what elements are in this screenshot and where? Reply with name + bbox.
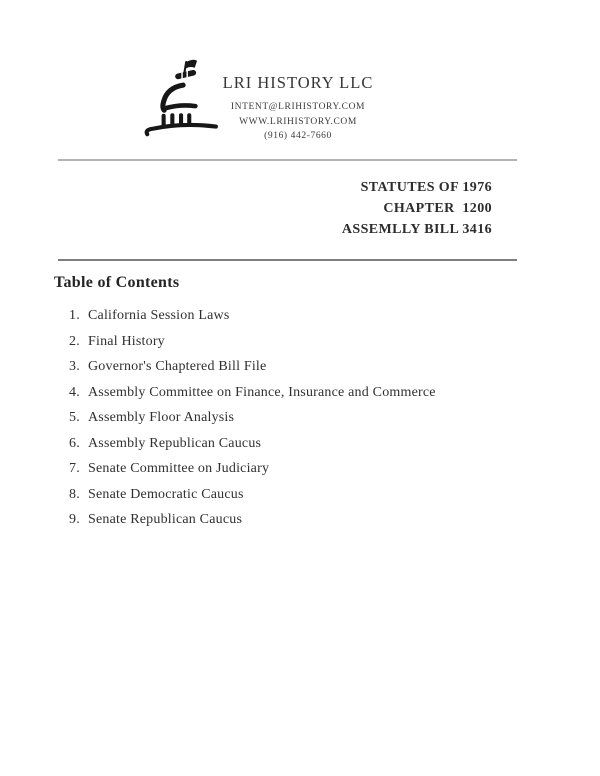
toc-item (69, 360, 436, 375)
toc-item-number: 4. (69, 384, 80, 400)
divider-top (58, 159, 517, 161)
toc-item-number: 2. (69, 333, 80, 349)
toc-item-label: Final History (88, 333, 165, 349)
toc-item-number: 3. (69, 359, 80, 374)
toc-item (69, 335, 436, 350)
toc-item (69, 411, 436, 426)
toc-item (69, 309, 436, 324)
statute-block (342, 177, 492, 240)
toc-item-label: Governor's Chaptered Bill File (88, 359, 267, 374)
company-website: WWW.LRIHISTORY.COM (239, 116, 357, 127)
toc-item-label: Assembly Republican Caucus (88, 435, 262, 451)
toc-item-number: 1. (69, 308, 80, 323)
toc-item-label: Assembly Floor Analysis (88, 410, 235, 425)
toc-item (69, 386, 436, 401)
statute-year: STATUTES OF 1976 (360, 180, 492, 195)
toc-item (69, 462, 436, 477)
letterhead (198, 73, 398, 144)
toc-item-label: Senate Democratic Caucus (88, 486, 244, 502)
toc-item-label: California Session Laws (88, 308, 230, 323)
toc-item-number: 8. (69, 486, 80, 502)
divider-bottom (58, 259, 517, 261)
statute-bill: ASSEMLLY BILL 3416 (341, 222, 492, 237)
statute-chapter: CHAPTER 1200 (383, 201, 492, 216)
toc-item-number: 6. (69, 435, 80, 451)
toc-item-label: Senate Republican Caucus (88, 512, 243, 527)
toc-heading: Table of Contents (54, 274, 180, 291)
company-phone: (916) 442-7660 (264, 131, 332, 141)
toc-item-number: 5. (69, 410, 80, 425)
toc-item (69, 488, 436, 503)
toc-item (69, 513, 436, 528)
toc-item-label: Assembly Committee on Finance, Insurance and Commerce (88, 384, 436, 400)
toc-item-label: Senate Committee on Judiciary (88, 461, 270, 476)
toc-item-number: 9. (69, 512, 80, 527)
toc-item (69, 437, 436, 452)
toc-list (69, 309, 436, 539)
toc-item-number: 7. (69, 461, 80, 476)
company-name: LRI HISTORY LLC (222, 73, 374, 92)
company-email: INTENT@LRIHISTORY.COM (230, 102, 366, 112)
